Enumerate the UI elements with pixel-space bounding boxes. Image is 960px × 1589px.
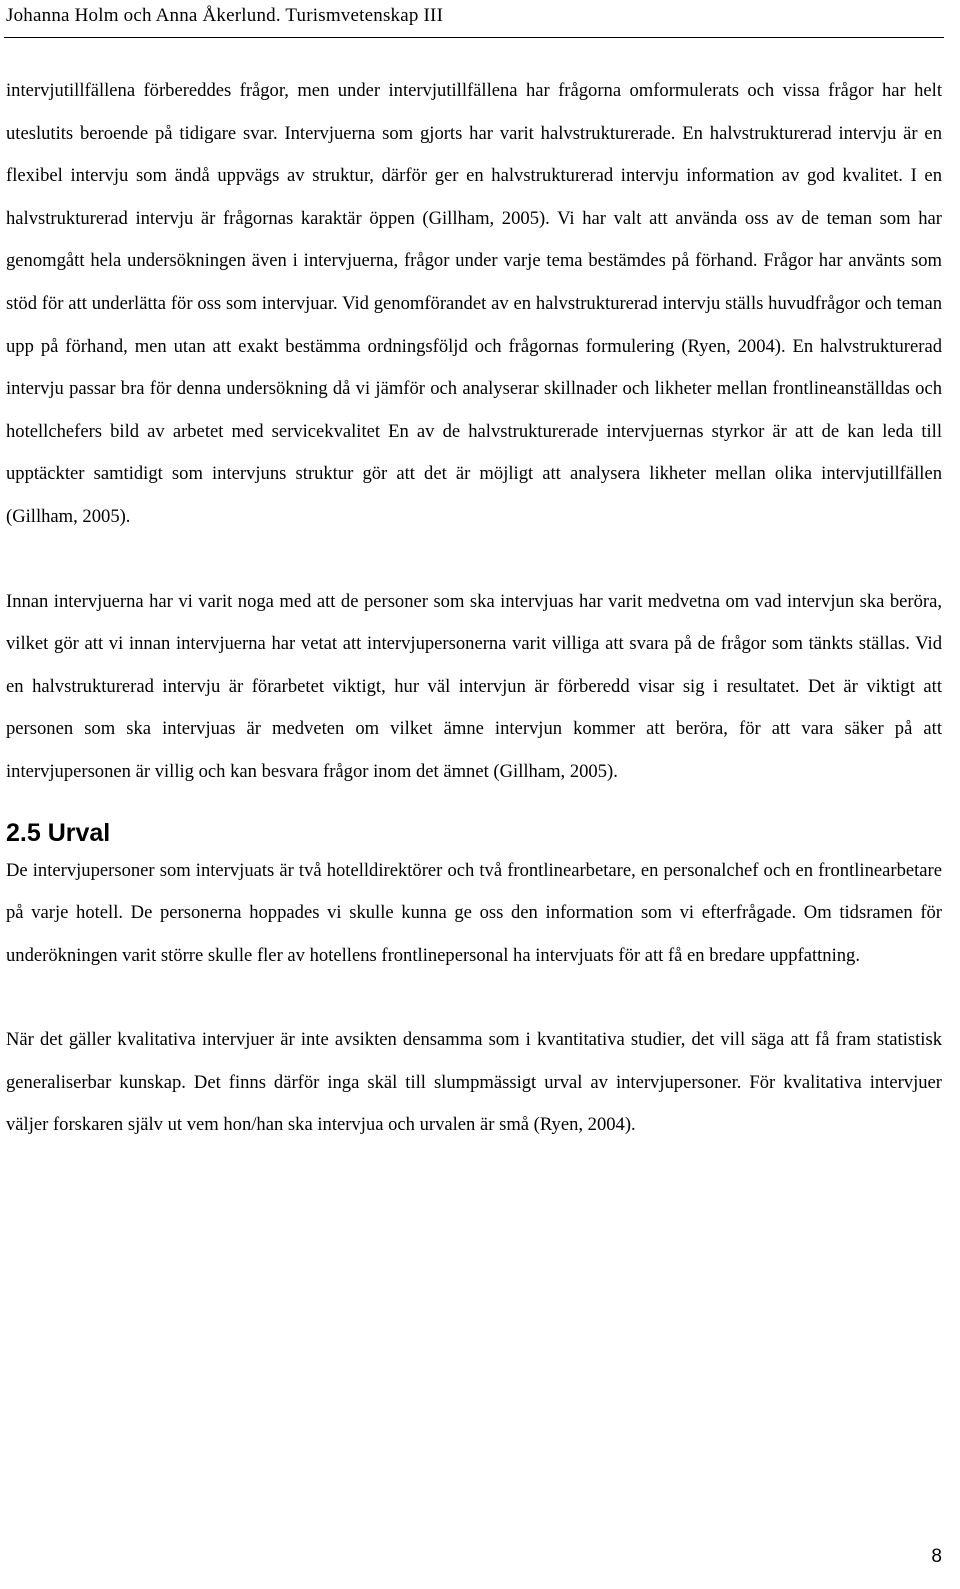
page-body (6, 70, 942, 1147)
section-heading-urval: 2.5 Urval (6, 818, 111, 847)
body-paragraph-1: intervjutillfällena förbereddes frågor, men under intervjutillfällena har frågorna omformulerats och vissa frågor har helt uteslutits beroende på tidigare svar. Intervjuerna som gjorts har varit halvstrukturerade. En halvstrukturerad intervju är en flexibel intervju som ändå uppvägs av struktur, därför ger en halvstrukturerad intervju information av god kvalitet. I en halvstrukturerad intervju är frågornas karaktär öppen (Gillham, 2005). Vi har valt att använda oss av de teman som har genomgått hela undersökningen även i intervjuerna, frågor under varje tema bestämdes på förhand. Frågor har använts som stöd för att underlätta för oss som intervjuar. Vid genomförandet av en halvstrukturerad intervju ställs huvudfrågor och teman upp på förhand, men utan att exakt bestämma ordningsföljd och frågornas formulering (Ryen, 2004). En halvstrukturerad intervju passar bra för denna undersökning då vi jämför och analyserar skillnader och likheter mellan frontlineanställdas och hotellchefers bild av arbetet med servicekvalitet En av de halvstrukturerade intervjuernas styrkor är att de kan leda till upptäckter samtidigt som intervjuns struktur gör att det är möjligt att analysera likheter mellan olika intervjutillfällen (Gillham, 2005). (6, 80, 942, 527)
header-divider (4, 37, 944, 38)
body-paragraph-2: Innan intervjuerna har vi varit noga med att de personer som ska intervjuas har varit medvetna om vad intervjun ska beröra, vilket gör att vi innan intervjuerna har vetat att intervjupersonerna varit villiga att svara på de frågor som tänkts ställas. Vid en halvstrukturerad intervju är förarbetet viktigt, hur väl intervjun är förberedd visar sig i resultatet. Det är viktigt att personen som ska intervjuas är medveten om vilket ämne intervjun kommer att beröra, för att vara säker på att intervjupersonen är villig och kan besvara frågor inom det ämnet (Gillham, 2005). (6, 590, 942, 782)
body-paragraph-3: De intervjupersoner som intervjuats är två hotelldirektörer och två frontlinearbetare, en personalchef och en frontlinearbetare på varje hotell. De personerna hoppades vi skulle kunna ge oss den information som vi efterfrågade. Om tidsramen för underökningen varit större skulle fler av hotellens frontlinepersonal ha intervjuats för att få en bredare uppfattning. (6, 859, 942, 966)
page-number: 8 (931, 1546, 942, 1567)
running-header: Johanna Holm och Anna Åkerlund. Turismvetenskap III (6, 5, 444, 26)
body-paragraph-4: När det gäller kvalitativa intervjuer är inte avsikten densamma som i kvantitativa studier, det vill säga att få fram statistisk generaliserbar kunskap. Det finns därför inga skäl till slumpmässigt urval av intervjupersoner. För kvalitativa intervjuer väljer forskaren själv ut vem hon/han ska intervjua och urvalen är små (Ryen, 2004). (6, 1029, 942, 1136)
